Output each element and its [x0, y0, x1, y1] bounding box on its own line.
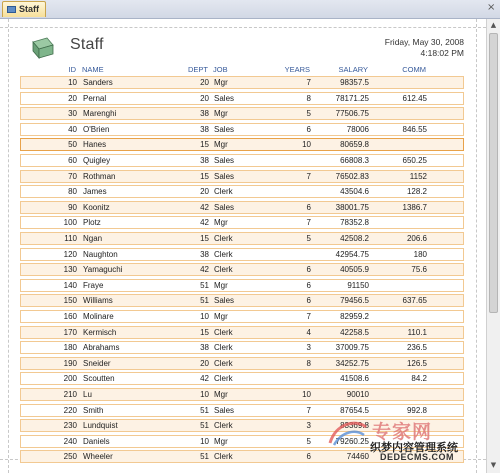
scrollbar-thumb[interactable] [489, 33, 498, 313]
report-date: Friday, May 30, 2008 [384, 37, 464, 47]
cell-name: Lu [83, 390, 92, 399]
cell-comm: 236.5 [406, 343, 427, 353]
cell-comm: 110.1 [407, 327, 427, 337]
cell-salary: 42508.2 [340, 234, 369, 243]
cell-dept: 20 [200, 358, 209, 368]
cell-years: 5 [306, 436, 311, 446]
cell-salary: 40505.9 [340, 265, 369, 275]
cell-id: 10 [68, 78, 77, 87]
cell-name: Wheeler [83, 452, 113, 462]
cell-dept: 10 [200, 390, 209, 399]
cell-name: Pernal [83, 93, 107, 103]
cell-years: 7 [306, 78, 311, 87]
cell-comm: 206.6 [406, 234, 427, 243]
cell-job: Mgr [214, 390, 228, 399]
cell-name: Yamaguchi [83, 265, 123, 275]
table-row[interactable] [20, 357, 464, 370]
cell-id: 120 [63, 249, 77, 259]
watermark-subtitle: 织梦内容管理系统 [370, 442, 458, 454]
cell-job: Clerk [214, 343, 233, 353]
cell-name: Daniels [83, 436, 110, 446]
watermark-url: DEDECMS.COM [380, 452, 455, 462]
cell-job: Mgr [214, 78, 228, 87]
cell-comm: 1152 [409, 171, 427, 181]
scroll-up-icon[interactable]: ▲ [490, 21, 497, 29]
table-row[interactable] [20, 388, 464, 401]
cell-dept: 38 [200, 124, 209, 134]
cell-id: 180 [63, 343, 77, 353]
cell-years: 5 [306, 109, 311, 119]
tab-staff[interactable] [2, 1, 46, 17]
cell-salary: 78006 [346, 124, 369, 134]
cell-salary: 78171.25 [335, 93, 369, 103]
cell-name: Plotz [83, 218, 101, 228]
table-row[interactable] [20, 107, 464, 120]
cell-id: 190 [63, 358, 77, 368]
cell-id: 90 [68, 202, 77, 212]
cell-id: 140 [63, 280, 77, 290]
cell-name: O'Brien [83, 124, 110, 134]
column-header-salary: SALARY [338, 65, 368, 74]
cell-comm: 128.2 [406, 187, 427, 197]
cell-name: Koonitz [83, 202, 110, 212]
cell-job: Mgr [214, 312, 228, 321]
cell-dept: 51 [200, 280, 209, 290]
cell-id: 40 [68, 124, 77, 134]
cell-salary: 91150 [347, 280, 369, 290]
cell-job: Sales [214, 124, 235, 134]
cell-name: Smith [83, 405, 104, 415]
column-header-job: JOB [213, 65, 228, 74]
cell-job: Clerk [214, 265, 233, 275]
cell-salary: 37009.75 [335, 343, 369, 353]
cell-salary: 66808.3 [340, 156, 369, 165]
column-header-id: ID [68, 65, 76, 74]
cell-job: Sales [214, 405, 235, 415]
cell-dept: 51 [200, 452, 209, 462]
cell-salary: 82959.2 [340, 312, 369, 321]
watermark [322, 415, 472, 465]
cell-name: Fraye [83, 280, 104, 290]
cell-name: James [83, 187, 107, 197]
cell-id: 170 [63, 327, 77, 337]
cell-name: Quigley [83, 156, 111, 165]
cell-years: 6 [306, 452, 311, 462]
cell-comm: 992.8 [406, 405, 427, 415]
cell-name: Naughton [83, 249, 118, 259]
cell-dept: 38 [200, 343, 209, 353]
cell-years: 7 [306, 312, 311, 321]
table-row[interactable] [20, 123, 464, 136]
cell-id: 210 [63, 390, 77, 399]
cell-id: 70 [68, 171, 77, 181]
cell-dept: 42 [200, 265, 209, 275]
cell-job: Mgr [214, 436, 228, 446]
document-tab-bar [0, 0, 500, 19]
cell-salary: 83369.8 [340, 421, 369, 431]
cell-job: Mgr [214, 280, 228, 290]
cell-salary: 34252.75 [335, 358, 369, 368]
cell-salary: 79260.25 [335, 436, 369, 446]
cell-job: Clerk [214, 358, 233, 368]
cell-id: 160 [63, 312, 77, 321]
cell-name: Hanes [83, 140, 107, 150]
page-margin-right [476, 19, 477, 473]
cell-salary: 76502.83 [335, 171, 369, 181]
cell-dept: 10 [200, 312, 209, 321]
cell-dept: 15 [200, 234, 209, 243]
cell-job: Clerk [214, 421, 233, 431]
table-row[interactable] [20, 170, 464, 183]
cell-years: 6 [306, 296, 311, 306]
cell-job: Mgr [214, 218, 228, 228]
cell-dept: 51 [200, 405, 209, 415]
cell-salary: 41508.6 [340, 374, 369, 384]
report-icon [7, 6, 16, 13]
cell-dept: 20 [200, 78, 209, 87]
table-row[interactable] [20, 76, 464, 89]
cell-job: Clerk [214, 187, 233, 197]
cell-years: 10 [302, 140, 311, 150]
tab-label: Staff [19, 4, 39, 14]
cell-years: 7 [306, 405, 311, 415]
cell-name: Williams [83, 296, 113, 306]
cell-job: Mgr [214, 140, 228, 150]
cell-job: Sales [214, 171, 235, 181]
table-row[interactable] [20, 248, 464, 261]
cell-salary: 74460 [346, 452, 369, 462]
cell-job: Sales [214, 202, 235, 212]
cell-dept: 42 [200, 202, 209, 212]
cell-name: Molinare [83, 312, 114, 321]
cell-comm: 612.45 [402, 93, 427, 103]
cell-id: 130 [63, 265, 77, 275]
cell-id: 110 [64, 234, 77, 243]
cell-salary: 38001.75 [335, 202, 369, 212]
close-icon[interactable]: × [487, 2, 496, 13]
cell-comm: 126.5 [406, 358, 427, 368]
cell-salary: 90010 [346, 390, 369, 399]
cell-years: 8 [306, 93, 311, 103]
cell-salary: 43504.6 [340, 187, 369, 197]
cell-comm: 180 [413, 249, 427, 259]
cell-years: 3 [306, 343, 311, 353]
cell-dept: 10 [200, 436, 209, 446]
cell-comm: 846.55 [402, 124, 427, 134]
cell-years: 8 [306, 358, 311, 368]
column-header-comm: COMM [402, 65, 426, 74]
cell-id: 30 [68, 109, 77, 119]
cell-name: Lundquist [83, 421, 118, 431]
page-margin-left [8, 19, 9, 473]
cell-comm: 84.2 [411, 374, 427, 384]
cell-salary: 87654.5 [340, 405, 369, 415]
cell-id: 80 [68, 187, 77, 197]
cell-id: 230 [63, 421, 77, 431]
cell-dept: 42 [200, 374, 209, 384]
watermark-text: 专家网 [372, 422, 433, 443]
cell-id: 50 [68, 140, 77, 150]
cell-dept: 51 [200, 421, 209, 431]
cell-name: Abrahams [83, 343, 120, 353]
cell-comm: 1386.7 [402, 202, 427, 212]
cell-salary: 78352.8 [340, 218, 369, 228]
cell-dept: 38 [200, 249, 209, 259]
cell-job: Sales [214, 156, 235, 165]
table-row[interactable] [20, 372, 464, 385]
table-row[interactable] [20, 232, 464, 245]
cell-name: Kermisch [83, 327, 117, 337]
table-row[interactable] [20, 154, 464, 167]
cell-years: 6 [306, 280, 311, 290]
table-row[interactable] [20, 92, 464, 105]
cell-salary: 42258.5 [340, 327, 369, 337]
cell-years: 6 [306, 124, 311, 134]
cell-years: 3 [306, 421, 311, 431]
cell-name: Marenghi [83, 109, 117, 119]
cell-id: 100 [63, 218, 77, 228]
table-row[interactable] [20, 310, 464, 323]
cell-years: 5 [306, 234, 311, 243]
vertical-scrollbar[interactable] [486, 19, 500, 473]
cell-id: 150 [63, 296, 77, 306]
cell-dept: 38 [200, 156, 209, 165]
cell-name: Scoutten [83, 374, 115, 384]
cell-dept: 15 [200, 327, 209, 337]
cell-dept: 51 [200, 296, 209, 306]
cell-years: 10 [302, 390, 311, 399]
cell-id: 20 [68, 93, 77, 103]
cell-years: 4 [306, 327, 311, 337]
cell-dept: 38 [200, 109, 209, 119]
watermark-logo-icon [326, 417, 370, 449]
table-row[interactable] [20, 326, 464, 339]
cell-job: Clerk [214, 327, 233, 337]
cell-dept: 20 [200, 93, 209, 103]
staff-logo-icon [30, 37, 56, 59]
table-row[interactable] [20, 263, 464, 276]
cell-salary: 79456.5 [340, 296, 369, 306]
cell-salary: 42954.75 [335, 249, 369, 259]
cell-comm: 650.25 [402, 156, 427, 165]
cell-job: Clerk [214, 374, 233, 384]
cell-job: Clerk [214, 249, 233, 259]
table-row[interactable] [20, 341, 464, 354]
table-row[interactable] [20, 294, 464, 307]
column-header-name: NAME [82, 65, 104, 74]
scroll-down-icon[interactable]: ▼ [490, 461, 497, 469]
cell-years: 6 [306, 202, 311, 212]
cell-years: 7 [306, 218, 311, 228]
cell-name: Rothman [83, 171, 116, 181]
table-row[interactable] [20, 279, 464, 292]
cell-id: 200 [63, 374, 77, 384]
cell-job: Clerk [214, 452, 233, 462]
cell-dept: 20 [200, 187, 209, 197]
cell-years: 6 [306, 265, 311, 275]
table-row[interactable] [20, 185, 464, 198]
cell-name: Sanders [83, 78, 113, 87]
report-time: 4:18:02 PM [420, 48, 464, 58]
table-row[interactable] [20, 201, 464, 214]
cell-salary: 80659.8 [340, 140, 369, 150]
cell-id: 250 [63, 452, 77, 462]
cell-id: 220 [63, 405, 77, 415]
cell-name: Sneider [83, 358, 111, 368]
cell-id: 60 [68, 156, 77, 165]
cell-dept: 15 [200, 140, 209, 150]
cell-job: Sales [214, 296, 235, 306]
report-title: Staff [70, 36, 104, 53]
cell-id: 240 [63, 436, 77, 446]
cell-salary: 98357.5 [340, 78, 369, 87]
cell-job: Sales [214, 93, 235, 103]
cell-dept: 42 [200, 218, 209, 228]
cell-comm: 75.6 [411, 265, 427, 275]
table-row[interactable] [20, 138, 464, 151]
cell-name: Ngan [83, 234, 103, 243]
cell-years: 7 [306, 171, 311, 181]
cell-dept: 15 [200, 171, 209, 181]
cell-job: Mgr [214, 109, 228, 119]
cell-comm: 637.65 [402, 296, 427, 306]
table-row[interactable] [20, 216, 464, 229]
report-view [0, 19, 486, 473]
column-header-dept: DEPT [187, 65, 208, 74]
column-header-years: YEARS [284, 65, 310, 74]
cell-job: Clerk [214, 234, 233, 243]
cell-salary: 77506.75 [335, 109, 369, 119]
page-margin-top [0, 27, 486, 28]
